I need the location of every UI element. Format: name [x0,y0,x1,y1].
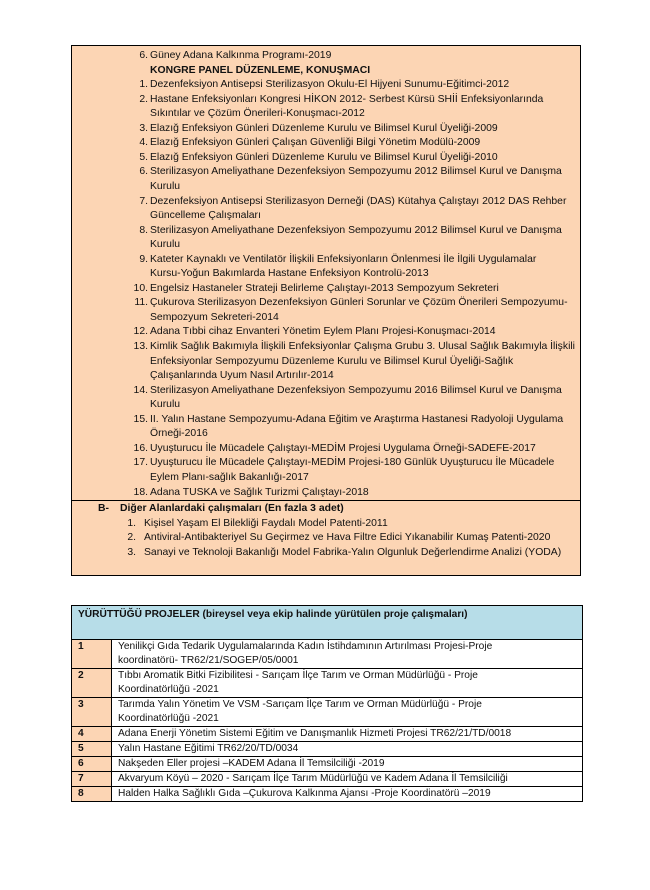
table-row [72,698,583,727]
table-row [72,669,583,698]
activities-box [71,45,581,576]
project-line: Tıbbı Aromatik Bitki Fizibilitesi - Sarıçam İlçe Tarım ve Orman Müdürlüğü - Proje [118,670,478,681]
project-description [112,727,583,742]
row-number: 6 [72,757,112,772]
list-item-text: Çukurova Sterilizasyon Dezenfeksiyon Günleri Sorunlar ve Çözüm Önerileri Sempozyumu- [150,297,568,309]
list-number: 3. [139,122,148,134]
project-description [112,787,583,802]
project-line: Tarımda Yalın Yönetim Ve VSM -Sarıçam İlçe Tarım ve Orman Müdürlüğü - Proje [118,699,482,710]
row-number: 7 [72,772,112,787]
row-number: 5 [72,742,112,757]
list-item-text: Adana TUSKA ve Sağlık Turizmi Çalıştayı-2018 [150,486,369,498]
list-number: 9. [139,253,148,265]
project-description [112,698,583,727]
list-number: 1. [139,79,148,91]
list-item-text: Sterilizasyon Ameliyathane Dezenfeksiyon Sempozyumu 2012 Bilimsel Kurul ve Danışma [150,166,562,178]
list-number: 3. [127,546,136,558]
project-line: Nakşeden Eller projesi –KADEM Adana İl Temsilciliği -2019 [118,758,385,769]
list-number: 11. [134,297,148,309]
project-description [112,772,583,787]
list-number: 6. [139,166,148,178]
project-line: Halden Halka Sağlıklı Gıda –Çukurova Kalkınma Ajansı -Proje Koordinatörü –2019 [118,788,491,799]
row-number: 2 [72,669,112,698]
section-heading: Diğer Alanlardaki çalışmaları (En fazla 3 adet) [120,503,344,514]
list-number: 16. [133,442,148,454]
list-number: 14. [133,384,148,396]
table-row [72,742,583,757]
list-number: 4. [139,137,148,149]
list-item-text: Elazığ Enfeksiyon Günleri Düzenleme Kurulu ve Bilimsel Kurul Üyeliği-2010 [150,151,498,163]
list-item-text: Sterilizasyon Ameliyathane Dezenfeksiyon Sempozyumu 2016 Bilimsel Kurul ve Danışma [150,384,562,396]
list-item-text: Uyuşturucu İle Mücadele Çalıştayı-MEDİM Projesi-180 Günlük Uyuşturucu İle Mücadele [150,457,555,469]
list-item-text: Dezenfeksiyon Antisepsi Sterilizasyon Okulu-El Hijyeni Sunumu-Eğitimci-2012 [150,79,510,91]
list-item-text: Adana Tıbbi cihaz Envanteri Yönetim Eylem Planı Projesi-Konuşmacı-2014 [150,326,496,338]
list-item-text: Kişisel Yaşam El Bilekliği Faydalı Model Patenti-2011 [144,517,388,529]
list-number: 10. [133,282,148,294]
list-number: 8. [139,224,148,236]
project-description [112,669,583,698]
project-line: koordinatörü- TR62/21/SOGEP/05/0001 [118,655,299,666]
row-number: 3 [72,698,112,727]
list-number: 2. [139,93,148,105]
list-item-text: Antiviral-Antibakteriyel Su Geçirmez ve Hava Filtre Edici Yıkanabilir Kumaş Patenti-2020 [144,532,551,543]
list-item-text: Sanayi ve Teknoloji Bakanlığı Model Fabrika-Yalın Olgunluk Değerlendirme Analizi (YODA) [144,546,562,558]
list-number: 5. [139,151,148,163]
list-number: 18. [133,486,148,498]
row-number: 8 [72,787,112,802]
list-item-text: Sempozyum Sekreteri-2014 [150,311,279,323]
list-item-text: Güncelleme Çalışmaları [150,210,261,222]
list-item-text: Güney Adana Kalkınma Programı-2019 [150,50,332,61]
table-row [72,727,583,742]
list-item-text: Kursu-Yoğun Bakımlarda Hastane Enfeksiyon Kontrolü-2013 [150,268,429,280]
section-marker: B- [98,503,109,514]
list-item-text: Eylem Planı-sağlık Bakanlığı-2017 [150,471,309,483]
list-item-text: Sıkıntılar ve Çözüm Önerileri-Konuşmacı-2012 [150,108,365,120]
list-number: 1. [127,517,136,529]
project-line: Yalın Hastane Eğitimi TR62/20/TD/0034 [118,743,299,754]
list-number: 17. [133,457,148,469]
table-row [72,787,583,802]
table-row [72,757,583,772]
table-row [72,640,583,669]
list-item-text: Engelsiz Hastaneler Strateji Belirleme Çalıştayı-2013 Sempozyum Sekreteri [150,282,499,294]
list-number: 6. [139,50,148,61]
list-item-text: Çalışanlarında Uyum Nasıl Artırılır-2014 [150,370,334,382]
list-item-text: Elazığ Enfeksiyon Günleri Çalışan Güvenliği Bilgi Yönetim Modülü-2009 [150,137,481,149]
list-item-text: Uyuşturucu İle Mücadele Çalıştayı-MEDİM Projesi Uygulama Örneği-SADEFE-2017 [150,442,536,454]
project-line: Koordinatörlüğü -2021 [118,684,219,695]
list-item-text: Enfeksiyonlar Sempozyumu Düzenleme Kurulu ve Bilimsel Kurul Üyeliği-Sağlık [150,355,514,367]
list-item-text: Hastane Enfeksiyonları Kongresi HİKON 2012- Serbest Kürsü SHİİ Enfeksiyonlarında [150,93,544,105]
list-item-text: Kurulu [150,239,181,251]
project-description [112,757,583,772]
projects-table-header: YÜRÜTTÜĞÜ PROJELER (bireysel veya ekip halinde yürütülen proje çalışmaları) [72,606,583,640]
list-number: 2. [127,532,136,543]
list-item-text: Dezenfeksiyon Antisepsi Sterilizasyon Derneği (DAS) Kütahya Çalıştayı 2012 DAS Rehber [150,195,567,207]
list-item-text: Kateter Kaynaklı ve Ventilatör İlişkili Enfeksiyonların Önlenmesi İle İlgili Uygulamalar [150,253,537,265]
project-line: Koordinatörlüğü -2021 [118,713,219,724]
project-line: Adana Enerji Yönetim Sistemi Eğitim ve Danışmanlık Hizmeti Projesi TR62/21/TD/0018 [118,728,512,739]
list-item-text: Kimlik Sağlık Bakımıyla İlişkili Enfeksiyonlar Çalışma Grubu 3. Ulusal Sağlık Bakımıyla İlişkili [150,341,575,352]
list-item-text: II. Yalın Hastane Sempozyumu-Adana Eğitim ve Araştırma Hastanesi Radyoloji Uygulama [150,413,564,425]
project-description [112,742,583,757]
list-number: 12. [133,326,148,338]
project-line: Akvaryum Köyü – 2020 - Sarıçam İlçe Tarım Müdürlüğü ve Kadem Adana İl Temsilciliği [118,773,508,784]
list-number: 7. [139,195,148,207]
row-number: 4 [72,727,112,742]
row-number: 1 [72,640,112,669]
congress-panel-section [72,46,580,501]
project-description [112,640,583,669]
list-number: 13. [133,341,148,352]
list-item-text: Elazığ Enfeksiyon Günleri Düzenleme Kurulu ve Bilimsel Kurul Üyeliği-2009 [150,122,498,134]
projects-table-header-row [72,606,583,640]
list-item-text: Kurulu [150,180,181,192]
list-number: 15. [133,413,148,425]
list-item-text: Örneği-2016 [150,428,208,440]
project-line: Yenilikçi Gıda Tedarik Uygulamalarında Kadın İstihdamının Artırılması Projesi-Proje [118,641,493,652]
projects-table [71,605,583,802]
table-row [72,772,583,787]
list-item-text: Sterilizasyon Ameliyathane Dezenfeksiyon Sempozyumu 2012 Bilimsel Kurul ve Danışma [150,224,562,236]
section-heading: KONGRE PANEL DÜZENLEME, KONUŞMACI [150,64,371,76]
list-item-text: Kurulu [150,399,181,411]
